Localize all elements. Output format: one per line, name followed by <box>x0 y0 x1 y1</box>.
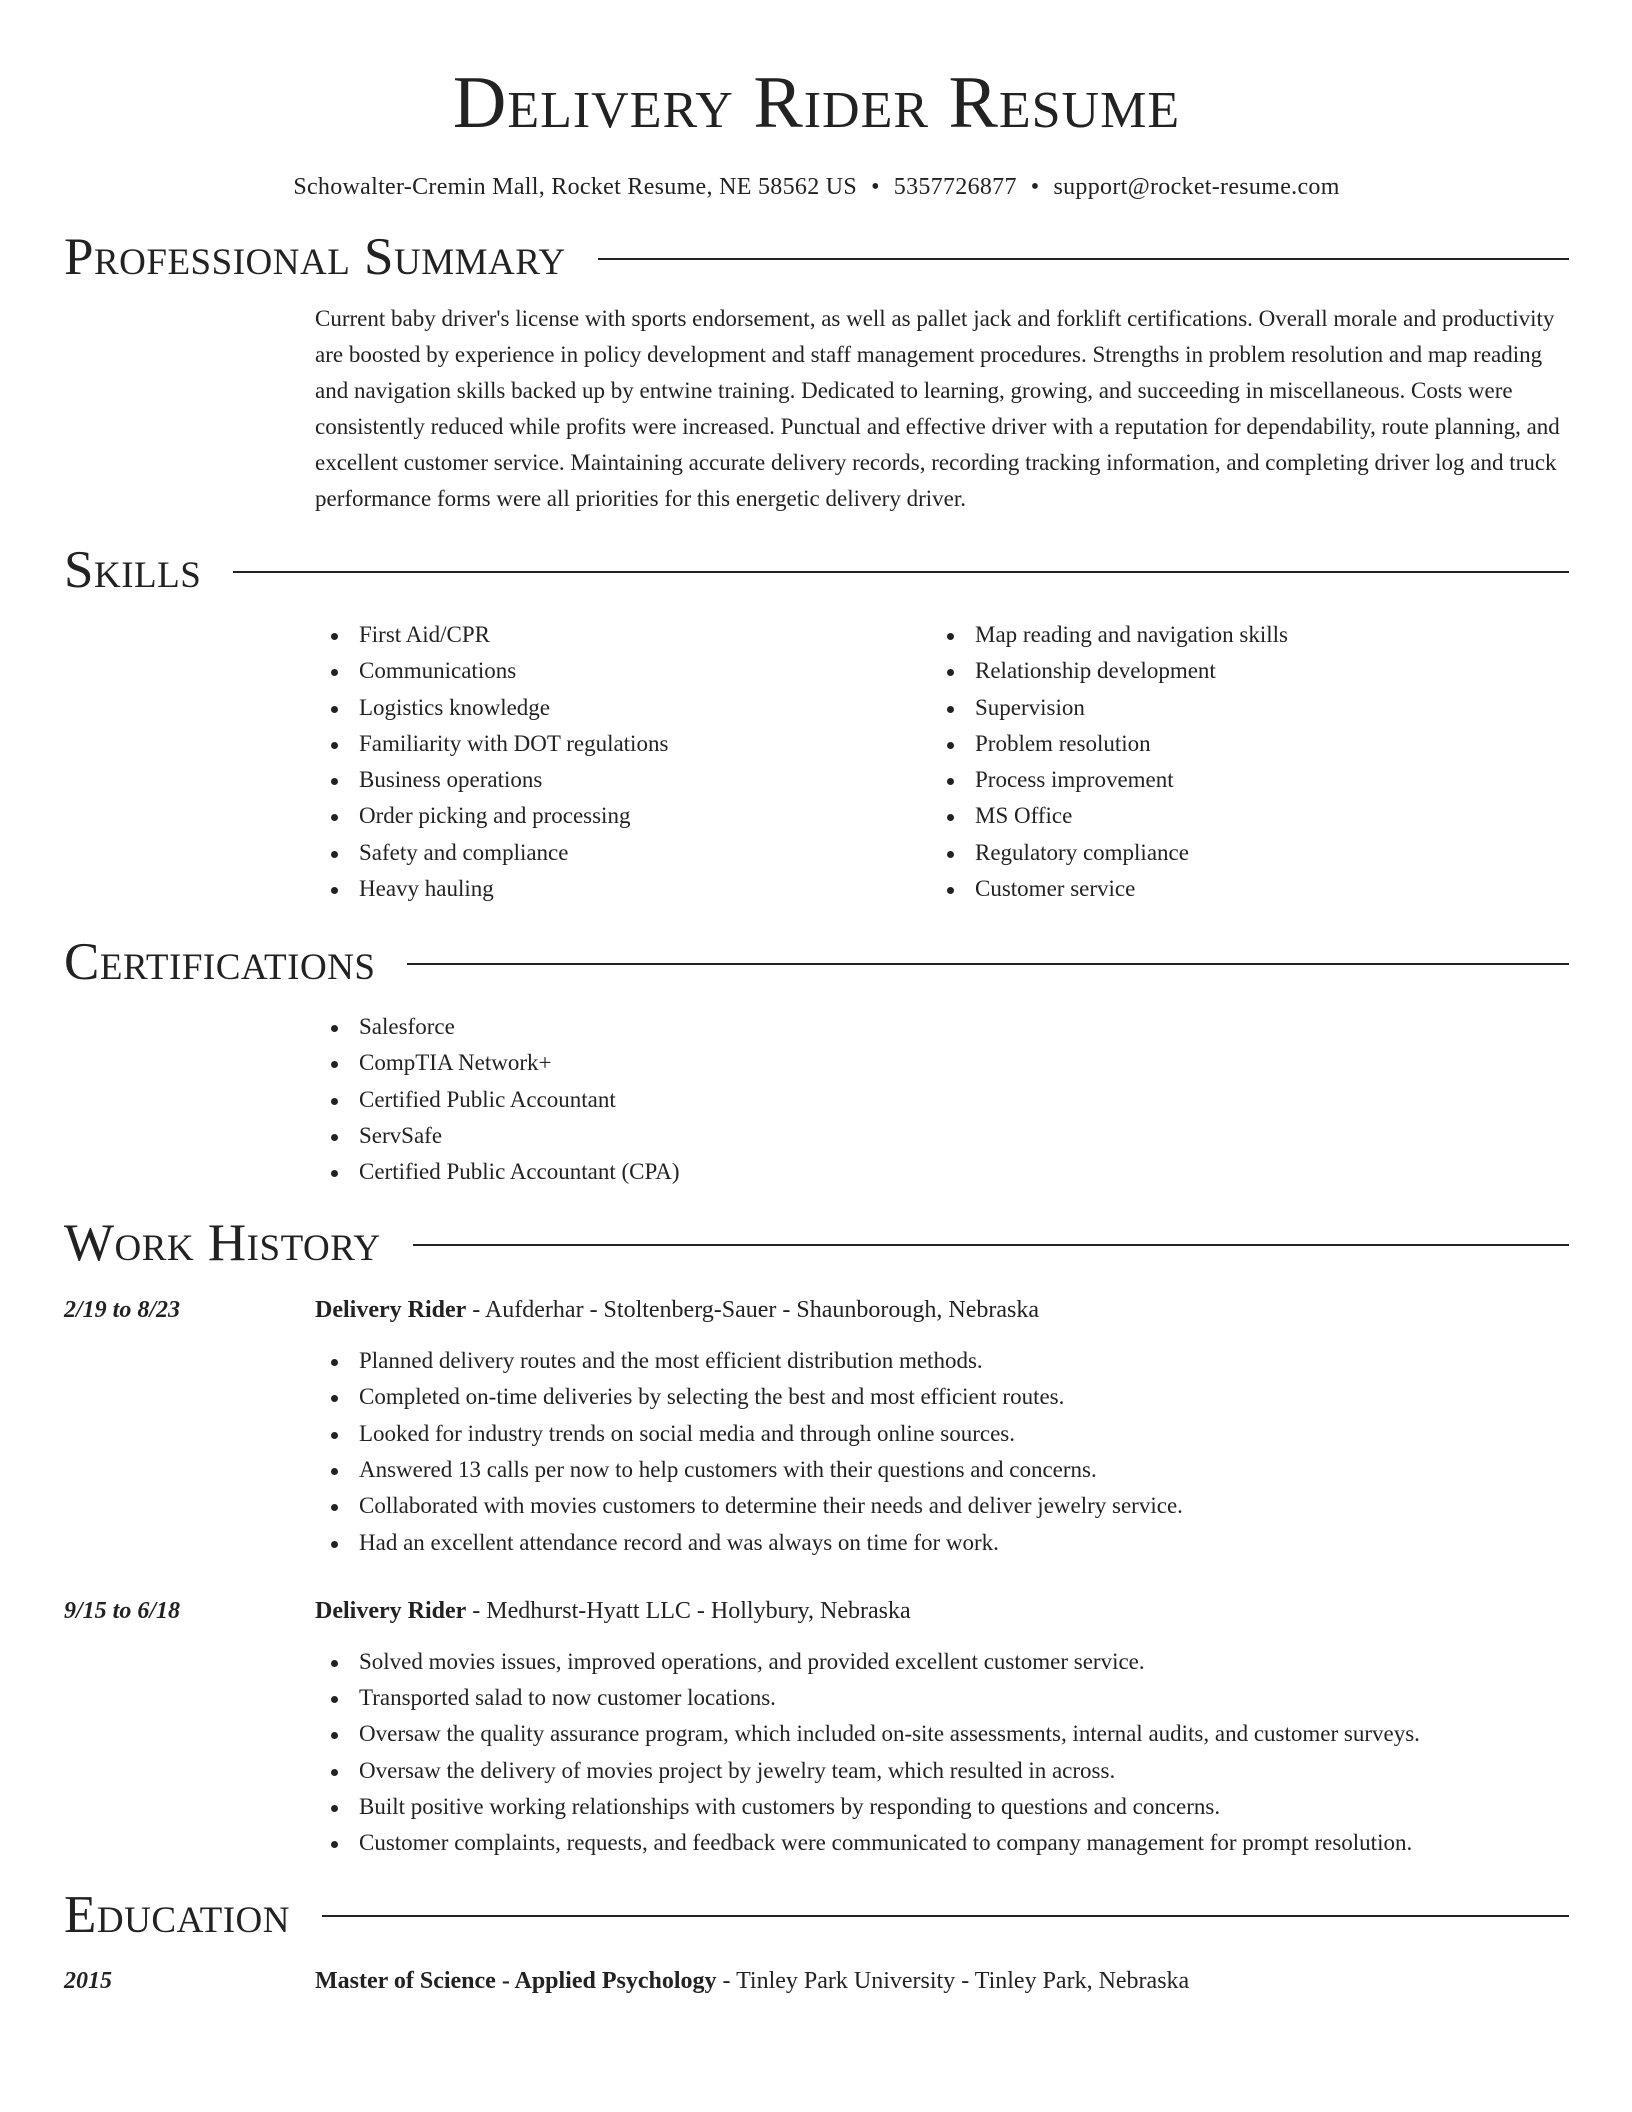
job-duties <box>315 1644 1569 1862</box>
summary-text: Current baby driver's license with sports endorsement, as well as pallet jack and forklift certifications. Overall morale and productivity are boosted by experience in policy development and staff management procedures. Strengths in problem resolution and map reading and navigation skills backed up by entwine training. Dedicated to learning, growing, and succeeding in miscellaneous. Costs were consistently reduced while profits were increased. Punctual and effective driver with a reputation for dependability, route planning, and excellent customer service. Maintaining accurate delivery records, recording tracking information, and completing driver log and truck performance forms were all priorities for this energetic delivery driver. <box>315 306 1560 512</box>
job-entry <box>64 1593 1569 1862</box>
skills-section <box>64 617 1569 907</box>
contact-separator: • <box>1030 174 1040 200</box>
list-item: Had an excellent attendance record and was always on time for work. <box>315 1525 1569 1561</box>
education-year: 2015 <box>64 1968 112 1995</box>
list-item: Customer service <box>931 871 1569 907</box>
section-divider <box>413 1244 1569 1246</box>
certifications-section-header <box>64 931 1569 995</box>
list-item: First Aid/CPR <box>315 617 931 653</box>
job-entry <box>64 1292 1569 1561</box>
list-item: Process improvement <box>931 762 1569 798</box>
list-item: Looked for industry trends on social media and through online sources. <box>315 1416 1569 1452</box>
list-item: Certified Public Accountant <box>315 1082 1569 1118</box>
list-item: Built positive working relationships with customers by responding to questions and concerns. <box>315 1789 1569 1825</box>
job-title: Delivery Rider <box>315 1597 467 1624</box>
list-item: Customer complaints, requests, and feedback were communicated to company management for prompt resolution. <box>315 1825 1569 1861</box>
job-heading <box>315 1593 1569 1629</box>
job-title: Delivery Rider <box>315 1297 467 1324</box>
list-item: MS Office <box>931 798 1569 834</box>
page-title: Delivery Rider Resume <box>452 62 1181 144</box>
section-divider <box>598 258 1569 260</box>
list-item: Safety and compliance <box>315 835 931 871</box>
list-item: Heavy hauling <box>315 871 931 907</box>
section-divider <box>233 571 1569 573</box>
skills-list-left <box>315 617 931 907</box>
education-section-header <box>64 1884 1569 1948</box>
job-content <box>315 1292 1569 1561</box>
certifications-section <box>64 1009 1569 1190</box>
list-item: Completed on-time deliveries by selecting the best and most efficient routes. <box>315 1379 1569 1415</box>
list-item: Supervision <box>931 690 1569 726</box>
education-entry <box>64 1963 1569 1999</box>
work-heading: Work History <box>64 1214 381 1273</box>
list-item: Problem resolution <box>931 726 1569 762</box>
list-item: Order picking and processing <box>315 798 931 834</box>
section-divider <box>407 963 1569 965</box>
certifications-list <box>315 1009 1569 1190</box>
contact-line <box>64 173 1569 202</box>
skills-section-header <box>64 539 1569 603</box>
list-item: ServSafe <box>315 1118 1569 1154</box>
summary-heading: Professional Summary <box>64 227 566 286</box>
education-heading: Education <box>64 1885 290 1944</box>
list-item: Oversaw the delivery of movies project by jewelry team, which resulted in across. <box>315 1753 1569 1789</box>
education-heading-line <box>315 1963 1569 1999</box>
summary-section-header <box>64 226 1569 290</box>
education-degree: Master of Science - Applied Psychology <box>315 1968 717 1995</box>
certifications-heading: Certifications <box>64 933 376 992</box>
job-dates: 9/15 to 6/18 <box>64 1597 181 1624</box>
list-item: Relationship development <box>931 653 1569 689</box>
job-dates: 2/19 to 8/23 <box>64 1297 181 1324</box>
work-section-header <box>64 1212 1569 1276</box>
list-item: Solved movies issues, improved operations, and provided excellent customer service. <box>315 1644 1569 1680</box>
job-content <box>315 1593 1569 1862</box>
list-item: Communications <box>315 653 931 689</box>
skills-list-right <box>931 617 1569 907</box>
list-item: Oversaw the quality assurance program, which included on-site assessments, internal audits, and customer surveys. <box>315 1716 1569 1752</box>
list-item: CompTIA Network+ <box>315 1045 1569 1081</box>
education-content <box>315 1963 1569 1999</box>
skills-heading: Skills <box>64 541 202 600</box>
section-divider <box>322 1915 1569 1917</box>
job-details: - Medhurst-Hyatt LLC - Hollybury, Nebraska <box>466 1597 911 1624</box>
list-item: Regulatory compliance <box>931 835 1569 871</box>
contact-phone: 5357726877 <box>893 174 1017 200</box>
list-item: Business operations <box>315 762 931 798</box>
contact-address: Schowalter-Cremin Mall, Rocket Resume, NE 58562 US <box>293 174 858 200</box>
list-item: Collaborated with movies customers to determine their needs and deliver jewelry service. <box>315 1488 1569 1524</box>
job-details: - Aufderhar - Stoltenberg-Sauer - Shaunborough, Nebraska <box>466 1297 1040 1324</box>
list-item: Certified Public Accountant (CPA) <box>315 1154 1569 1190</box>
list-item: Answered 13 calls per now to help customers with their questions and concerns. <box>315 1452 1569 1488</box>
list-item: Map reading and navigation skills <box>931 617 1569 653</box>
job-duties <box>315 1343 1569 1561</box>
list-item: Planned delivery routes and the most efficient distribution methods. <box>315 1343 1569 1379</box>
job-heading <box>315 1292 1569 1328</box>
list-item: Salesforce <box>315 1009 1569 1045</box>
education-details: - Tinley Park University - Tinley Park, Nebraska <box>716 1968 1190 1995</box>
contact-separator: • <box>871 174 880 200</box>
list-item: Logistics knowledge <box>315 690 931 726</box>
summary-section <box>64 301 1569 517</box>
list-item: Transported salad to now customer locations. <box>315 1680 1569 1716</box>
list-item: Familiarity with DOT regulations <box>315 726 931 762</box>
contact-email: support@rocket-resume.com <box>1053 174 1340 200</box>
